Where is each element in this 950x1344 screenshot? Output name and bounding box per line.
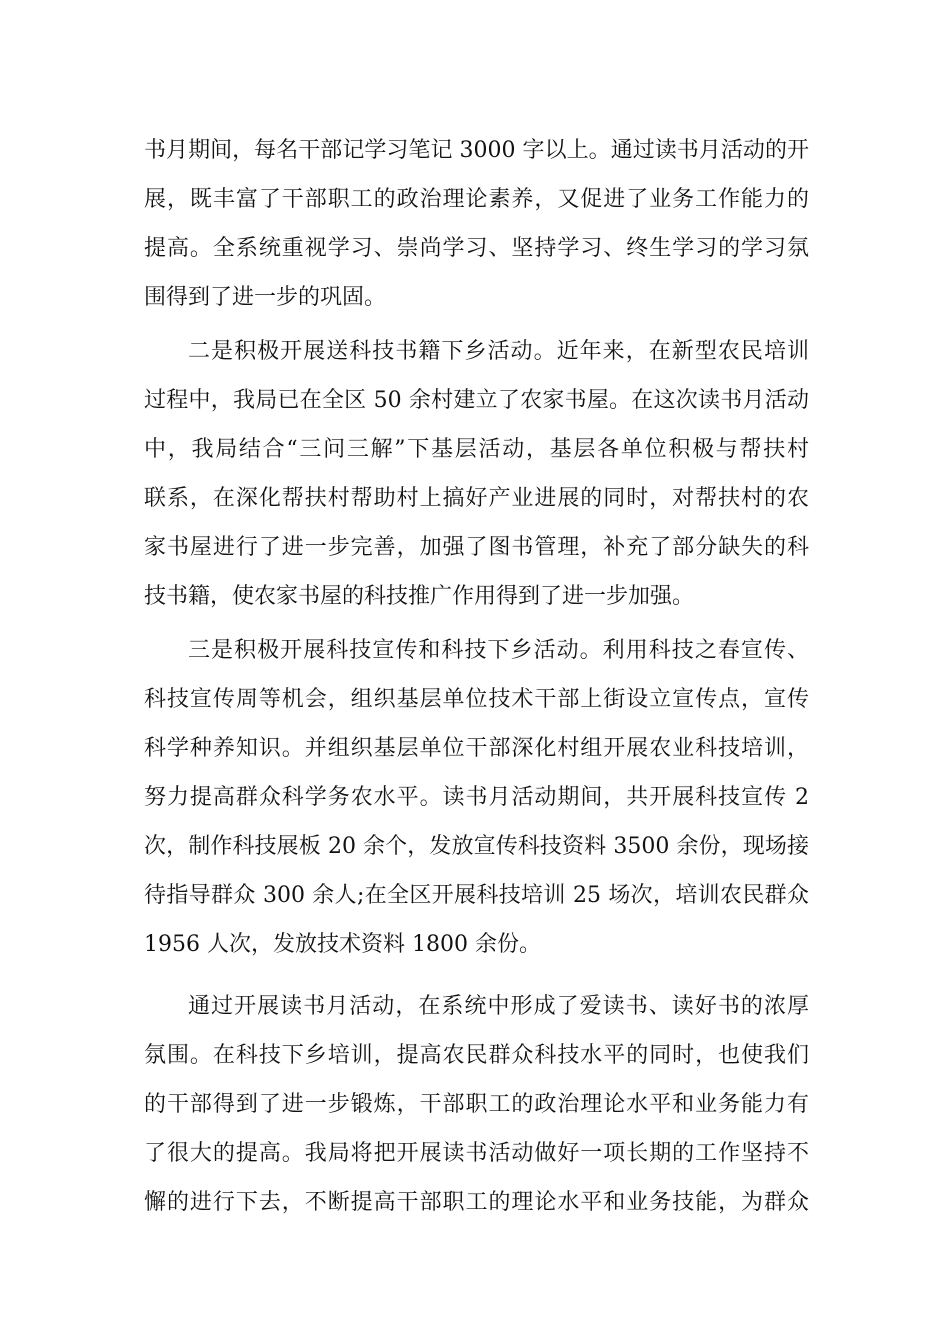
text-line: 技书籍，使农家书屋的科技推广作用得到了进一步加强。 xyxy=(144,584,695,609)
text-line: 科技宣传周等机会，组织基层单位技术干部上街设立宣传点，宣传 xyxy=(144,687,809,712)
text-line: 书月期间，每名干部记学习笔记 3000 字以上。通过读书月活动的开 xyxy=(144,138,809,163)
text-line: 科学种养知识。并组织基层单位干部深化村组开展农业科技培训， xyxy=(144,736,809,761)
paragraph-first-line: 通过开展读书月活动，在系统中形成了爱读书、读好书的浓厚 xyxy=(188,994,809,1019)
paragraph-first-line: 三是积极开展科技宣传和科技下乡活动。利用科技之春宣传、 xyxy=(188,638,809,663)
text-line: 待指导群众 300 余人;在全区开展科技培训 25 场次，培训农民群众 xyxy=(144,883,809,908)
text-line: 次，制作科技展板 20 余个，发放宣传科技资料 3500 余份，现场接 xyxy=(144,834,809,859)
text-line: 1956 人次，发放技术资料 1800 余份。 xyxy=(144,932,541,957)
text-line: 懈的进行下去，不断提高干部职工的理论水平和业务技能，为群众 xyxy=(144,1190,809,1215)
text-line: 的干部得到了进一步锻炼，干部职工的政治理论水平和业务能力有 xyxy=(144,1092,809,1117)
text-line: 家书屋进行了进一步完善，加强了图书管理，补充了部分缺失的科 xyxy=(144,535,809,560)
text-line: 了很大的提高。我局将把开展读书活动做好一项长期的工作坚持不 xyxy=(144,1141,809,1166)
text-line: 联系，在深化帮扶村帮助村上搞好产业进展的同时，对帮扶村的农 xyxy=(144,486,809,511)
paragraph-first-line: 二是积极开展送科技书籍下乡活动。近年来，在新型农民培训 xyxy=(188,339,809,364)
text-line: 提高。全系统重视学习、崇尚学习、坚持学习、终生学习的学习氛 xyxy=(144,236,809,261)
text-line: 努力提高群众科学务农水平。读书月活动期间，共开展科技宣传 2 xyxy=(144,785,809,810)
text-line: 中，我局结合“三问三解”下基层活动，基层各单位积极与帮扶村 xyxy=(144,437,809,462)
text-line: 氛围。在科技下乡培训，提高农民群众科技水平的同时，也使我们 xyxy=(144,1043,809,1068)
text-line: 过程中，我局已在全区 50 余村建立了农家书屋。在这次读书月活动 xyxy=(144,388,809,413)
text-line: 围得到了进一步的巩固。 xyxy=(144,285,387,310)
text-line: 展，既丰富了干部职工的政治理论素养，又促进了业务工作能力的 xyxy=(144,187,809,212)
